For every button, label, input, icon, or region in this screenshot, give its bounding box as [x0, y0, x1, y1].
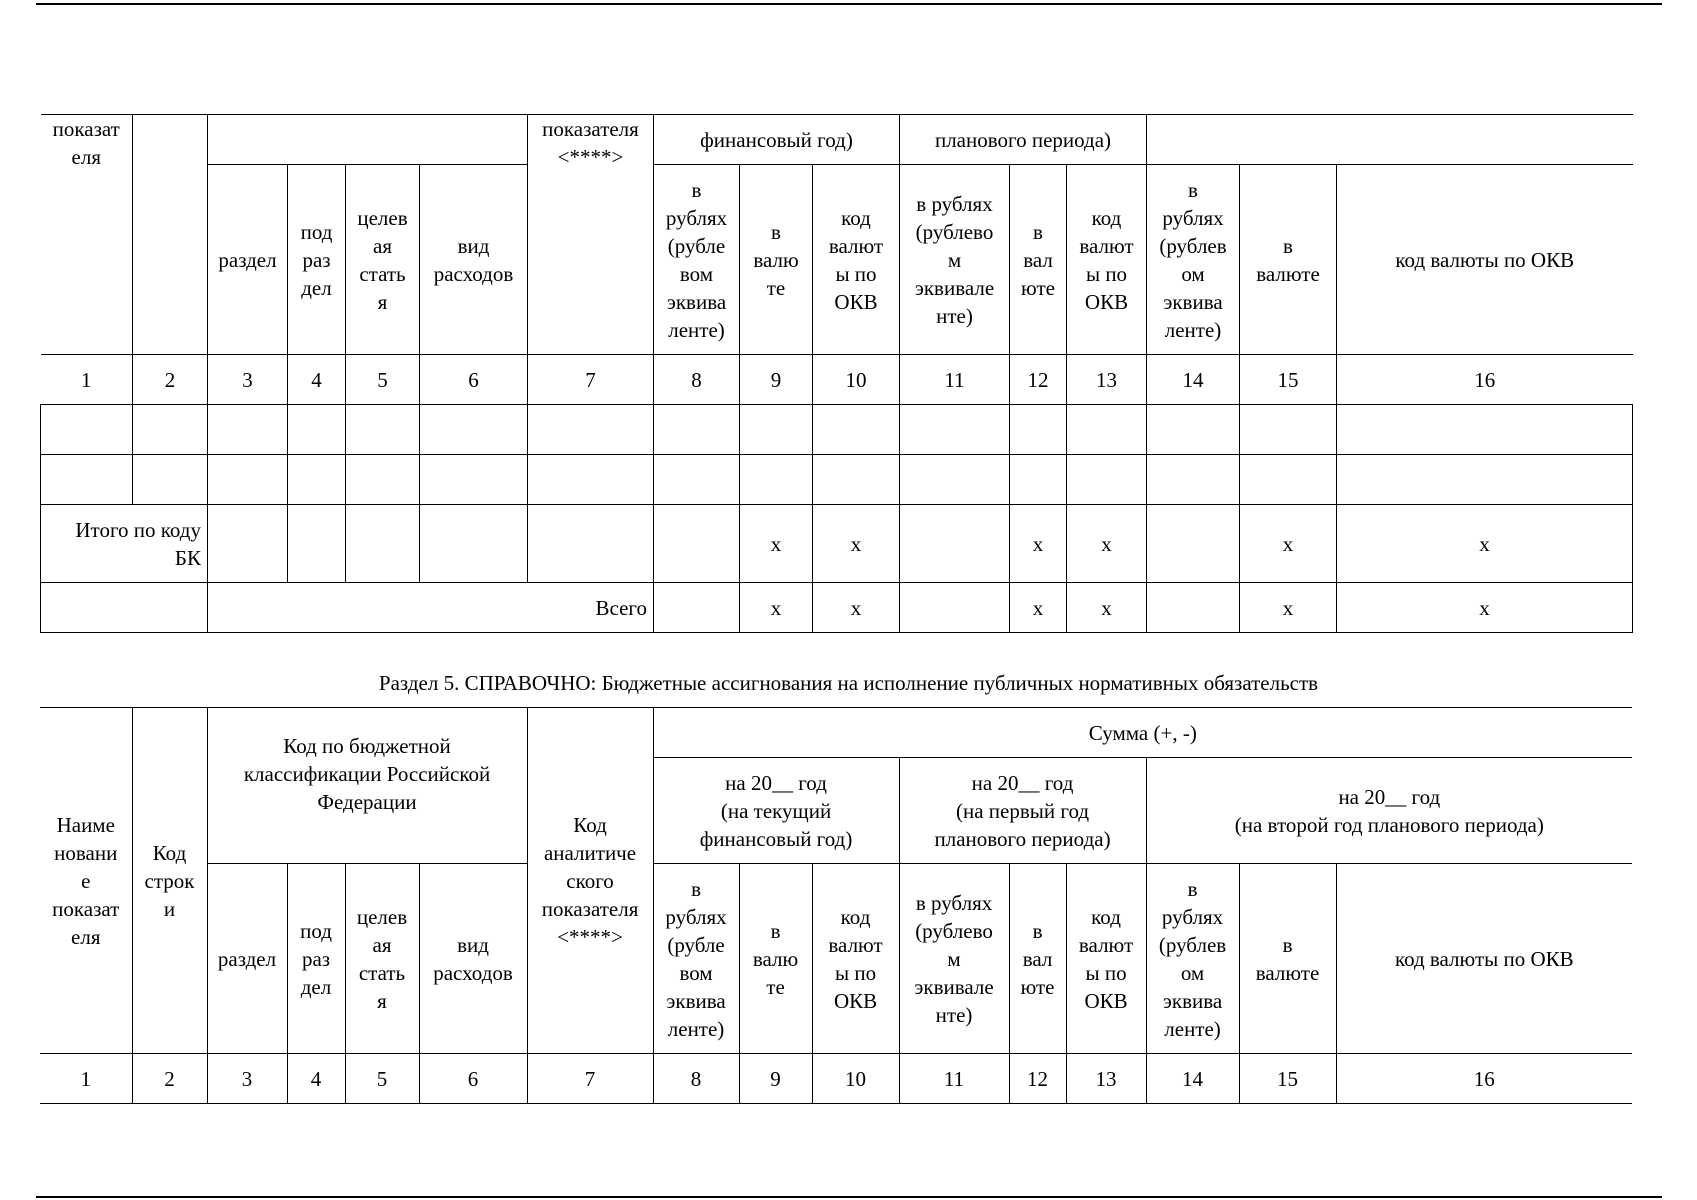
podrazdel-header: под раз дел [287, 864, 345, 1054]
col-number: 8 [653, 1054, 739, 1104]
bk-code-header: Код по бюджетной классификации Российской Федерации [207, 708, 527, 864]
table-cell[interactable] [1147, 455, 1240, 505]
header-row-3 [40, 864, 1632, 1054]
table-cell[interactable] [208, 455, 288, 505]
table-cell[interactable] [654, 455, 740, 505]
bk-code-header [208, 115, 528, 165]
target-item-header: целев ая стать я [346, 165, 420, 355]
col-number: 3 [207, 1054, 287, 1104]
col-number: 14 [1146, 1054, 1239, 1104]
table-cell[interactable] [346, 405, 420, 455]
table-cell[interactable] [133, 405, 208, 455]
table-cell[interactable] [420, 405, 528, 455]
x-mark: x [1337, 583, 1633, 633]
col-number: 4 [288, 355, 346, 405]
table-cell[interactable] [1010, 405, 1067, 455]
col-number: 1 [40, 1054, 132, 1104]
currency-header: в валю те [740, 165, 813, 355]
col-number: 14 [1147, 355, 1240, 405]
okv-header-2: код валют ы по ОКВ [1067, 165, 1147, 355]
currency-header-2: в вал юте [1009, 864, 1066, 1054]
razdel-header: раздел [208, 165, 288, 355]
col-number: 10 [813, 355, 900, 405]
x-mark: x [1337, 505, 1633, 583]
budget-form-table-continued [40, 114, 1633, 633]
year-first-header: на 20__ год (на первый год планового периода) [899, 758, 1146, 864]
rub-header-2: в рублях (рублево м эквивале нте) [900, 165, 1010, 355]
col-number: 15 [1239, 1054, 1336, 1104]
x-mark: x [813, 583, 900, 633]
table-cell[interactable] [1337, 405, 1633, 455]
col-number: 5 [346, 355, 420, 405]
sum-header: Сумма (+, -) [653, 708, 1632, 758]
table-cell[interactable] [1147, 505, 1240, 583]
rub-header: в рублях (рубле вом эквива ленте) [653, 864, 739, 1054]
indicator-name-header: Наиме новани е показат еля [40, 708, 132, 1054]
table-row [41, 405, 1633, 455]
col-number: 7 [527, 1054, 653, 1104]
okv-header: код валют ы по ОКВ [812, 864, 899, 1054]
expense-type-header: вид расходов [419, 864, 527, 1054]
table-cell[interactable] [900, 583, 1010, 633]
vsego-label: Всего [208, 583, 654, 633]
table-cell[interactable] [208, 405, 288, 455]
analytic-code-header: Код аналитиче ского показателя <****> [527, 708, 653, 1054]
x-mark: x [1240, 505, 1337, 583]
col-number: 12 [1010, 355, 1067, 405]
table-cell[interactable] [528, 405, 654, 455]
column-number-row [41, 355, 1633, 405]
table-cell[interactable] [813, 405, 900, 455]
table-cell[interactable] [288, 455, 346, 505]
x-mark: x [1010, 583, 1067, 633]
okv-header-2: код валют ы по ОКВ [1066, 864, 1146, 1054]
first-plan-year-header: планового периода) [900, 115, 1147, 165]
currency-header-3: в валюте [1240, 165, 1337, 355]
col-number: 13 [1067, 355, 1147, 405]
table-cell[interactable] [1147, 583, 1240, 633]
col-number: 5 [345, 1054, 419, 1104]
currency-header-3: в валюте [1239, 864, 1336, 1054]
bottom-page-rule [36, 1196, 1662, 1198]
top-page-rule [36, 3, 1662, 5]
table-cell[interactable] [1240, 455, 1337, 505]
col-number: 3 [208, 355, 288, 405]
line-code-header: Код строк и [132, 708, 207, 1054]
rub-header-2: в рублях (рублево м эквивале нте) [899, 864, 1009, 1054]
table-cell[interactable] [133, 455, 208, 505]
okv-header: код валют ы по ОКВ [813, 165, 900, 355]
table-cell[interactable] [1147, 405, 1240, 455]
analytic-code-header: показателя <****> [528, 115, 654, 355]
currency-header: в валю те [739, 864, 812, 1054]
table-cell[interactable] [208, 505, 288, 583]
col-number: 7 [528, 355, 654, 405]
col-number: 9 [740, 355, 813, 405]
table-cell[interactable] [740, 405, 813, 455]
table-cell[interactable] [813, 455, 900, 505]
table-cell[interactable] [654, 505, 740, 583]
col-number: 2 [132, 1054, 207, 1104]
table-cell[interactable] [900, 405, 1010, 455]
okv-header-3: код валюты по ОКВ [1337, 165, 1633, 355]
table-cell[interactable] [1010, 455, 1067, 505]
table-cell[interactable] [346, 505, 420, 583]
itogo-row [41, 505, 1633, 583]
table-cell[interactable] [654, 583, 740, 633]
table-cell[interactable] [420, 505, 528, 583]
x-mark: x [1010, 505, 1067, 583]
col-number: 2 [133, 355, 208, 405]
rub-header-3: в рублях (рублев ом эквива ленте) [1146, 864, 1239, 1054]
table-cell[interactable] [654, 405, 740, 455]
header-row-2 [41, 165, 1633, 355]
section-5-table [40, 707, 1632, 1104]
table-cell[interactable] [740, 455, 813, 505]
col-number: 10 [812, 1054, 899, 1104]
table-cell [41, 583, 208, 633]
table-cell[interactable] [1067, 455, 1147, 505]
year-current-header: на 20__ год (на текущий финансовый год) [653, 758, 899, 864]
table-cell[interactable] [41, 455, 133, 505]
podrazdel-header: под раз дел [288, 165, 346, 355]
table-cell[interactable] [41, 405, 133, 455]
table-cell[interactable] [1240, 405, 1337, 455]
col-number: 12 [1009, 1054, 1066, 1104]
x-mark: x [740, 505, 813, 583]
column-number-row [40, 1054, 1632, 1104]
table-cell[interactable] [528, 455, 654, 505]
indicator-name-header: показат еля [41, 115, 133, 355]
col-number: 11 [900, 355, 1010, 405]
razdel-header: раздел [207, 864, 287, 1054]
x-mark: x [1067, 505, 1147, 583]
col-number: 8 [654, 355, 740, 405]
okv-header-3: код валюты по ОКВ [1336, 864, 1632, 1054]
section-5-title: Раздел 5. СПРАВОЧНО: Бюджетные ассигнования на исполнение публичных нормативных обязательств [378, 671, 1319, 695]
table-cell[interactable] [420, 455, 528, 505]
table-cell[interactable] [528, 505, 654, 583]
table-cell[interactable] [288, 405, 346, 455]
vsego-row [41, 583, 1633, 633]
col-number: 1 [41, 355, 133, 405]
col-number: 11 [899, 1054, 1009, 1104]
table-cell[interactable] [1067, 405, 1147, 455]
col-number: 9 [739, 1054, 812, 1104]
col-number: 6 [419, 1054, 527, 1104]
current-year-header: финансовый год) [654, 115, 900, 165]
col-number: 4 [287, 1054, 345, 1104]
table-cell[interactable] [346, 455, 420, 505]
col-number: 16 [1336, 1054, 1632, 1104]
currency-header-2: в вал юте [1010, 165, 1067, 355]
rub-header-3: в рублях (рублев ом эквива ленте) [1147, 165, 1240, 355]
col-number: 15 [1240, 355, 1337, 405]
target-item-header: целев ая стать я [345, 864, 419, 1054]
x-mark: x [1067, 583, 1147, 633]
expense-type-header: вид расходов [420, 165, 528, 355]
table-cell[interactable] [288, 505, 346, 583]
header-row-1 [40, 708, 1632, 758]
itogo-label: Итого по коду БК [41, 505, 208, 583]
table-cell[interactable] [900, 505, 1010, 583]
x-mark: x [813, 505, 900, 583]
x-mark: x [1240, 583, 1337, 633]
year-second-header: на 20__ год (на второй год планового периода) [1146, 758, 1632, 864]
header-row-1 [41, 115, 1633, 165]
table-cell[interactable] [900, 455, 1010, 505]
col-number: 16 [1337, 355, 1633, 405]
rub-header: в рублях (рубле вом эквива ленте) [654, 165, 740, 355]
col-number: 6 [420, 355, 528, 405]
second-plan-year-header [1147, 115, 1633, 165]
table-row [41, 455, 1633, 505]
x-mark: x [740, 583, 813, 633]
table-cell[interactable] [1337, 455, 1633, 505]
col-number: 13 [1066, 1054, 1146, 1104]
line-code-header [133, 115, 208, 355]
